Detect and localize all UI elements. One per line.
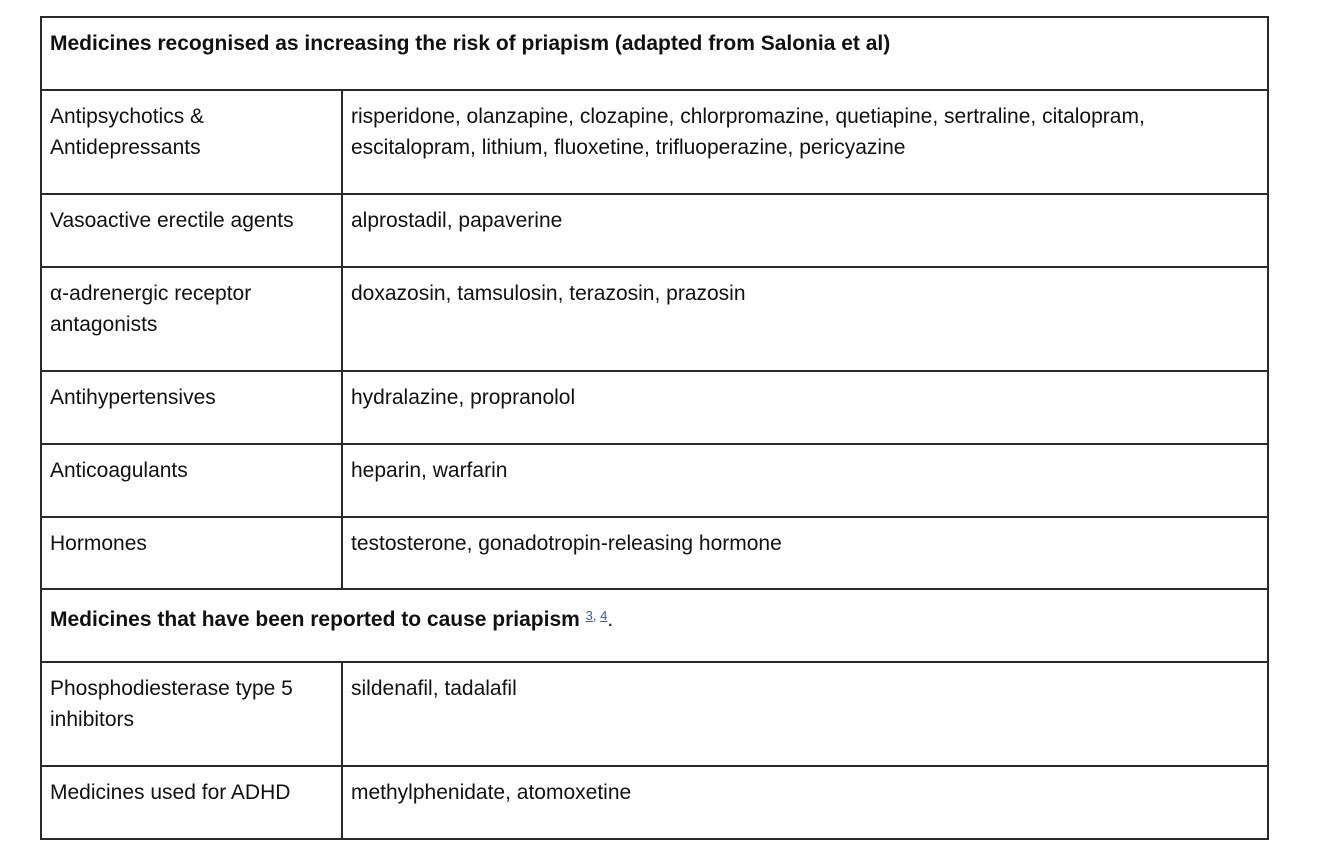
drug-category-cell: Antipsychotics & Antidepressants — [41, 90, 342, 194]
drug-category-cell: Medicines used for ADHD — [41, 766, 342, 839]
section-heading-row — [41, 17, 1268, 90]
drug-list-cell: hydralazine, propranolol — [342, 371, 1268, 444]
table-row — [41, 90, 1268, 194]
reference-link-3[interactable]: 3 — [585, 608, 593, 623]
priapism-medicines-table-container — [40, 16, 1267, 840]
priapism-medicines-table — [40, 16, 1269, 840]
drug-list-cell: testosterone, gonadotropin-releasing hormone — [342, 517, 1268, 589]
drug-category-cell: Phosphodiesterase type 5 inhibitors — [41, 662, 342, 766]
table-row — [41, 517, 1268, 589]
drug-category-cell: Antihypertensives — [41, 371, 342, 444]
drug-category-cell: Vasoactive erectile agents — [41, 194, 342, 267]
reference-link-4[interactable]: 4 — [600, 608, 608, 623]
section-heading-reported-text: Medicines that have been reported to cause priapism — [50, 608, 580, 631]
drug-list-cell: risperidone, olanzapine, clozapine, chlorpromazine, quetiapine, sertraline, citalopram, escitalopram, lithium, fluoxetine, trifluoperazine, pericyazine — [342, 90, 1268, 194]
drug-list-cell: sildenafil, tadalafil — [342, 662, 1268, 766]
table-row — [41, 267, 1268, 371]
section-heading-risk: Medicines recognised as increasing the risk of priapism (adapted from Salonia et al) — [41, 17, 1268, 90]
table-row — [41, 371, 1268, 444]
table-row — [41, 662, 1268, 766]
table-row — [41, 444, 1268, 517]
drug-category-cell: Hormones — [41, 517, 342, 589]
section-heading-row — [41, 589, 1268, 662]
drug-list-cell: alprostadil, papaverine — [342, 194, 1268, 267]
drug-category-cell: Anticoagulants — [41, 444, 342, 517]
table-row — [41, 766, 1268, 839]
drug-list-cell: doxazosin, tamsulosin, terazosin, prazosin — [342, 267, 1268, 371]
drug-category-cell: α-adrenergic receptor antagonists — [41, 267, 342, 371]
drug-list-cell: methylphenidate, atomoxetine — [342, 766, 1268, 839]
reference-links — [586, 608, 608, 623]
heading-end-punctuation: . — [607, 608, 614, 631]
drug-list-cell: heparin, warfarin — [342, 444, 1268, 517]
reference-separator: , — [592, 608, 597, 623]
table-row — [41, 194, 1268, 267]
section-heading-reported — [41, 589, 1268, 662]
